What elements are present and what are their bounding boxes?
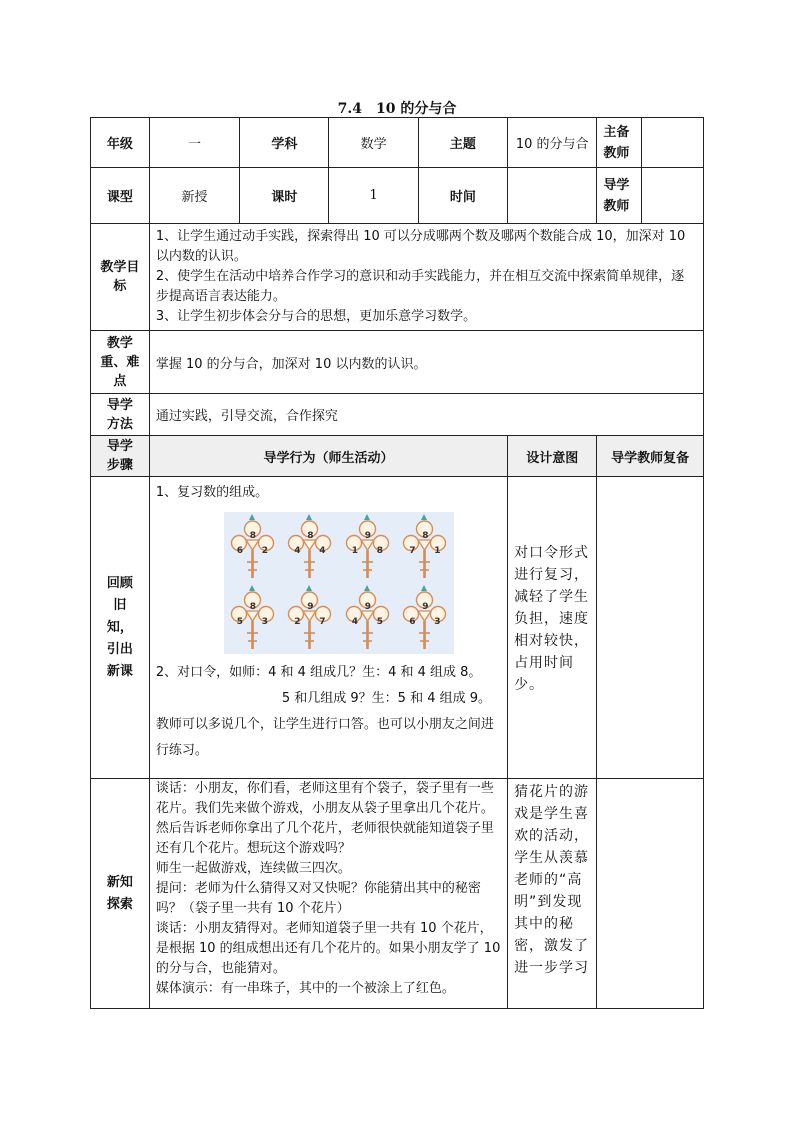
ornament-right-number: 7 (319, 617, 326, 627)
subject-label: 学科 (240, 118, 329, 168)
key-points-row (91, 331, 704, 394)
flower-ornament-icon (224, 512, 282, 583)
ornament-right-number: 3 (434, 617, 441, 627)
ornament-right-number: 4 (319, 546, 326, 556)
type-value: 新授 (149, 168, 239, 224)
ornament-left-number: 7 (409, 546, 416, 556)
ornament-right-number: 2 (261, 546, 268, 556)
ornament-top-number: 8 (307, 531, 314, 541)
ornament-right-number: 8 (376, 546, 383, 556)
ornament-top-number: 9 (422, 602, 429, 612)
new-section-line: 谈话：小朋友，你们看，老师这里有个袋子，袋子里有一些花片。我们先来做个游戏，小朋友从袋子里拿出几个花片。然后告诉老师你拿出了几个花片，老师很快就能知道袋子里还有几个花片。想玩这个游戏吗？ (155, 781, 494, 856)
method-label: 导学方法 (91, 394, 150, 436)
guide-teacher-value (642, 168, 704, 224)
grade-label: 年级 (91, 118, 150, 168)
time-value (508, 168, 597, 224)
header-row-2 (91, 168, 704, 224)
header-row-1 (91, 118, 704, 168)
ornament-top-number: 8 (249, 602, 256, 612)
lead-teacher-label: 主备教师 (597, 118, 642, 168)
ornament-top-number: 9 (307, 602, 314, 612)
col-activity-header: 导学行为（师生活动） (149, 436, 507, 477)
key-points-text: 掌握 10 的分与合，加深对 10 以内数的认识。 (149, 331, 703, 394)
objectives-content (149, 224, 703, 331)
topic-value: 10 的分与合 (508, 118, 597, 168)
time-label: 时间 (418, 168, 507, 224)
ornament-top-number: 9 (364, 531, 371, 541)
review-section-content (149, 477, 507, 779)
objectives-row (91, 224, 704, 331)
flower-ornament-icon (339, 512, 397, 583)
ornament-left-number: 2 (294, 617, 301, 627)
new-section-row (91, 779, 704, 1009)
ornament-left-number: 1 (351, 546, 358, 556)
objective-item: 2、使学生在活动中培养合作学习的意识和动手实践能力，并在相互交流中探索简单规律，逐步提高语言表达能力。 (155, 269, 685, 304)
grade-value: 一 (149, 118, 239, 168)
key-points-label: 教学重、难点 (91, 331, 150, 394)
ornament-left-number: 5 (236, 617, 243, 627)
review-item-2b: 5 和几组成 9？生：5 和 4 组成 9。 (281, 691, 492, 706)
review-item-2: 2、对口令，如师：4 和 4 组成几？生：4 和 4 组成 8。 (155, 665, 482, 680)
new-section-intent: 猜花片的游戏是学生喜欢的活动，学生从羡慕老师的“高明”到发现其中的秘密，激发了进一步学习 (508, 779, 597, 1009)
new-section-content (149, 779, 507, 1009)
steps-label: 导学步骤 (91, 436, 150, 477)
steps-header-row (91, 436, 704, 477)
col-review-header: 导学教师复备 (597, 436, 704, 477)
objectives-label: 教学目标 (91, 224, 150, 331)
flower-ornament-icon (281, 583, 339, 654)
lesson-plan-table (90, 117, 704, 1009)
objective-item: 1、让学生通过动手实践，探索得出 10 可以分成哪两个数及哪两个数能合成 10，加深对 10 以内数的认识。 (155, 229, 686, 264)
new-section-teacher-notes (597, 779, 704, 1009)
flower-ornament-icon (339, 583, 397, 654)
flower-ornament-icon (224, 583, 282, 654)
ornament-left-number: 4 (294, 546, 301, 556)
review-intent: 对口令形式进行复习，减轻了学生负担，速度相对较快，占用时间少。 (508, 477, 597, 779)
lead-teacher-value (642, 118, 704, 168)
topic-label: 主题 (418, 118, 507, 168)
ornament-right-number: 5 (376, 617, 383, 627)
new-section-line: 媒体演示：有一串珠子，其中的一个被涂上了红色。 (155, 981, 455, 996)
subject-value: 数学 (329, 118, 418, 168)
ornament-left-number: 4 (351, 617, 358, 627)
new-section-line: 谈话：小朋友猜得对。老师知道袋子里一共有 10 个花片，是根据 10 的组成想出还有几个花片的。如果小朋友学了 10 的分与合，也能猜对。 (155, 921, 501, 976)
objective-item: 3、让学生初步体会分与合的思想，更加乐意学习数学。 (155, 309, 477, 324)
ornament-top-number: 8 (422, 531, 429, 541)
review-item-1: 1、复习数的组成。 (155, 485, 269, 500)
ornament-left-number: 6 (409, 617, 416, 627)
ornament-left-number: 6 (236, 546, 243, 556)
page-title: 7.4 10 的分与合 (337, 101, 457, 117)
review-section-label: 回顾旧知，引出新课 (91, 477, 150, 779)
new-section-label: 新知探索 (91, 779, 150, 1009)
new-section-line: 师生一起做游戏，连续做三四次。 (155, 861, 351, 876)
ornament-top-number: 9 (364, 602, 371, 612)
ornament-right-number: 1 (434, 546, 441, 556)
col-intent-header: 设计意图 (508, 436, 597, 477)
method-text: 通过实践，引导交流，合作探究 (149, 394, 703, 436)
review-section-row (91, 477, 704, 779)
review-teacher-notes (597, 477, 704, 779)
period-label: 课时 (240, 168, 329, 224)
method-row (91, 394, 704, 436)
new-section-line: 提问：老师为什么猜得又对又快呢？你能猜出其中的秘密吗？（袋子里一共有 10 个花片） (155, 881, 481, 916)
guide-teacher-label: 导学教师 (597, 168, 642, 224)
ornament-picture (224, 512, 454, 654)
ornament-top-number: 8 (249, 531, 256, 541)
type-label: 课型 (91, 168, 150, 224)
flower-ornament-icon (281, 512, 339, 583)
flower-ornament-icon (396, 583, 454, 654)
review-note: 教师可以多说几个，让学生进行口答。也可以小朋友之间进行练习。 (155, 717, 494, 758)
flower-ornament-icon (396, 512, 454, 583)
period-value: 1 (329, 168, 418, 224)
ornament-right-number: 3 (261, 617, 268, 627)
